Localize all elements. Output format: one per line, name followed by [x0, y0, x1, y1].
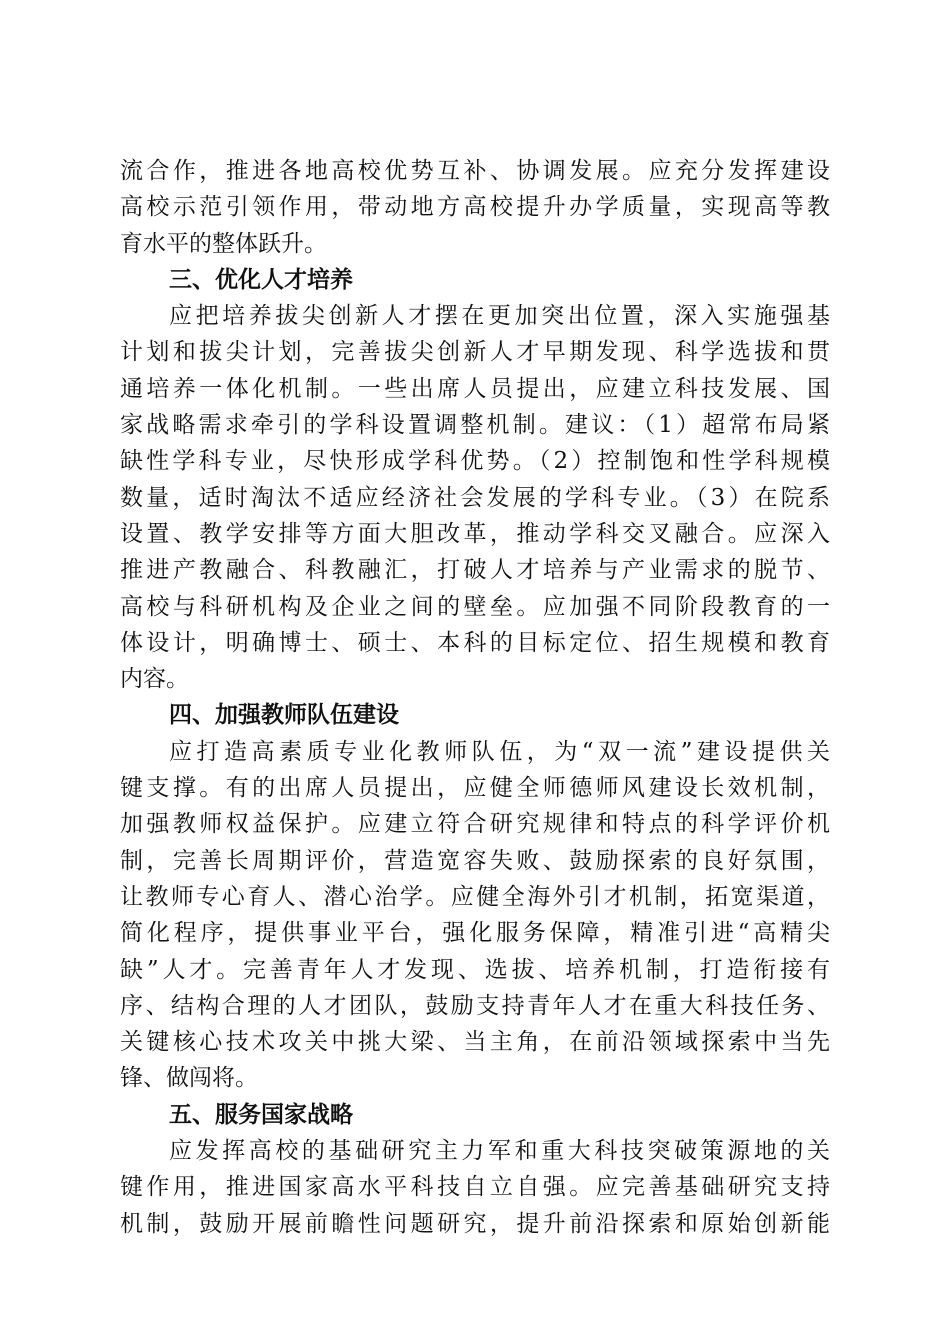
paragraph-line: 推进产教融合、科教融汇，打破人才培养与产业需求的脱节、 [120, 557, 830, 584]
paragraph-line: 缺性学科专业，尽快形成学科优势。（2）控制饱和性学科规模 [120, 448, 830, 475]
paragraph-line: 通培养一体化机制。一些出席人员提出，应建立科技发展、国 [120, 375, 830, 402]
paragraph-line: 流合作，推进各地高校优势互补、协调发展。应充分发挥建设 [120, 158, 830, 184]
paragraph-line: 计划和拔尖计划，完善拔尖创新人才早期发现、科学选拔和贯 [120, 339, 830, 366]
section-heading-5: 五、服务国家战略 [169, 1101, 353, 1128]
paragraph-line: 让教师专心育人、潜心治学。应健全海外引才机制，拓宽渠道， [120, 883, 830, 910]
paragraph-line: 高校与科研机构及企业之间的壁垒。应加强不同阶段教育的一 [120, 593, 830, 620]
paragraph-line: 育水平的整体跃升。 [120, 230, 327, 257]
paragraph-line: 体设计，明确博士、硕士、本科的目标定位、招生规模和教育 [120, 629, 830, 656]
paragraph-line: 高校示范引领作用，带动地方高校提升办学质量，实现高等教 [120, 194, 830, 221]
paragraph-line: 家战略需求牵引的学科设置调整机制。建议：（1）超常布局紧 [120, 412, 830, 439]
paragraph-line: 键作用，推进国家高水平科技自立自强。应完善基础研究支持 [120, 1174, 830, 1201]
paragraph-line: 数量，适时淘汰不适应经济社会发展的学科专业。（3）在院系 [120, 484, 830, 511]
paragraph-line: 应发挥高校的基础研究主力军和重大科技突破策源地的关 [169, 1138, 830, 1165]
paragraph-line: 制，完善长周期评价，营造宽容失败、鼓励探索的良好氛围， [120, 847, 830, 874]
paragraph-line: 锋、做闯将。 [120, 1065, 258, 1092]
paragraph-line: 缺”人才。完善青年人才发现、选拔、培养机制，打造衔接有 [120, 956, 830, 983]
paragraph-line: 序、结构合理的人才团队，鼓励支持青年人才在重大科技任务、 [120, 992, 830, 1019]
paragraph-line: 应打造高素质专业化教师队伍，为“双一流”建设提供关 [169, 738, 830, 765]
paragraph-line: 机制，鼓励开展前瞻性问题研究，提升前沿探索和原始创新能 [120, 1210, 830, 1237]
paragraph-line: 设置、教学安排等方面大胆改革，推动学科交叉融合。应深入 [120, 520, 830, 547]
paragraph-line: 键支撑。有的出席人员提出，应健全师德师风建设长效机制， [120, 775, 830, 802]
paragraph-line: 关键核心技术攻关中挑大梁、当主角，在前沿领域探索中当先 [120, 1029, 830, 1056]
paragraph-line: 简化程序，提供事业平台，强化服务保障，精准引进“高精尖 [120, 920, 830, 947]
document-page [120, 153, 830, 1242]
section-heading-4: 四、加强教师队伍建设 [169, 702, 399, 729]
paragraph-line: 应把培养拔尖创新人才摆在更加突出位置，深入实施强基 [169, 303, 830, 330]
paragraph-line: 加强教师权益保护。应建立符合研究规律和特点的科学评价机 [120, 811, 830, 838]
section-heading-3: 三、优化人才培养 [169, 266, 353, 293]
paragraph-line: 内容。 [120, 666, 189, 693]
